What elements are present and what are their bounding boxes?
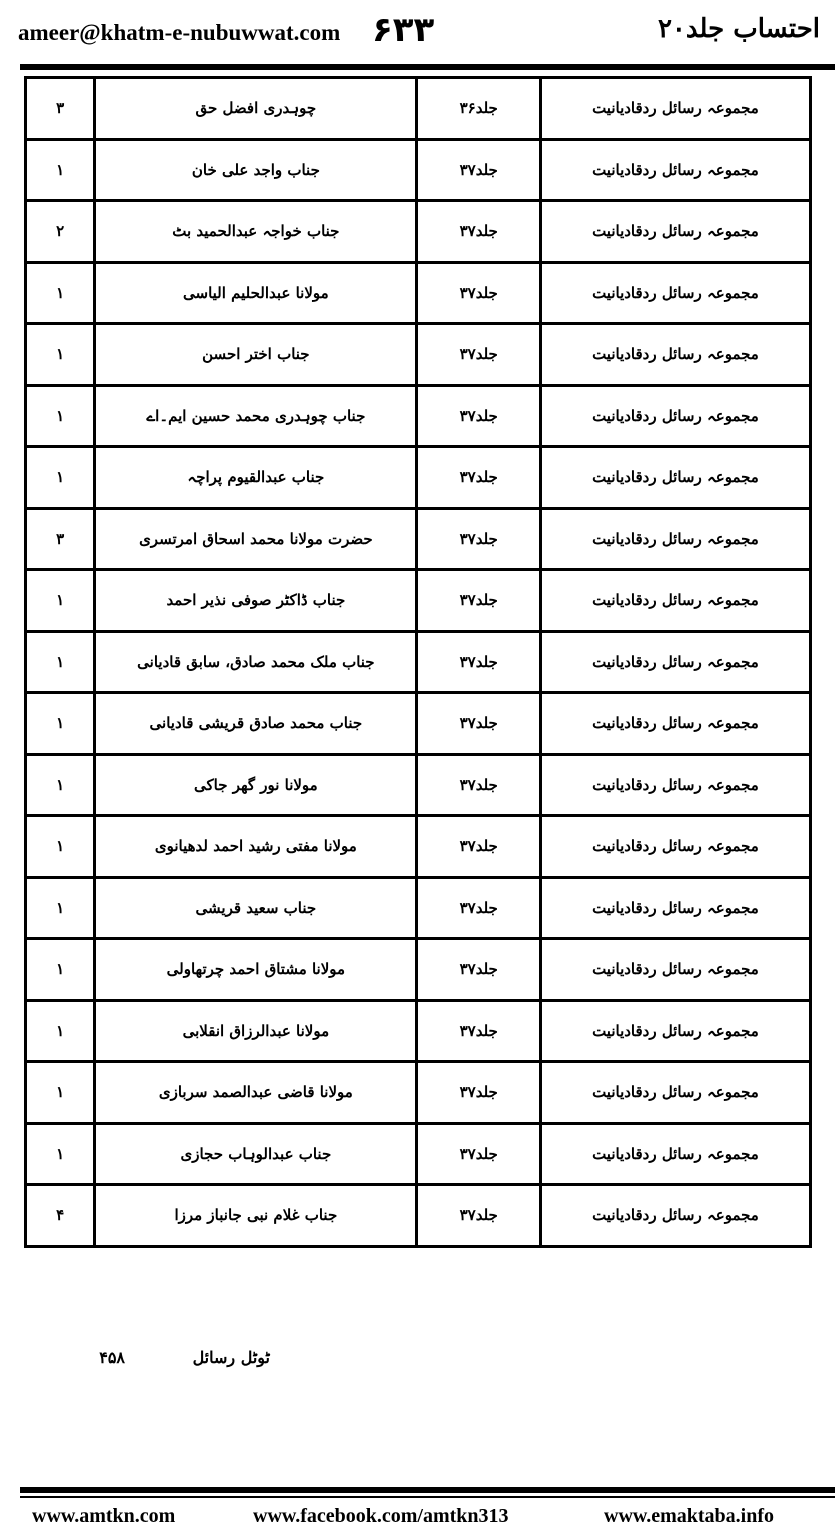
author-cell: چوہدری افضل حق (95, 78, 417, 140)
table-row (26, 631, 811, 693)
volume-cell: جلد۳۷ (417, 754, 540, 816)
footer-link-amtkn[interactable]: www.amtkn.com (32, 1505, 176, 1527)
volume-cell: جلد۳۷ (417, 693, 540, 755)
collections-table (24, 76, 812, 1248)
count-cell: ۱ (26, 385, 95, 447)
collection-cell: مجموعہ رسائل ردقادیانیت (540, 693, 810, 755)
author-cell: مولانا نور گھر جاکی (95, 754, 417, 816)
collection-cell: مجموعہ رسائل ردقادیانیت (540, 324, 810, 386)
author-cell: حضرت مولانا محمد اسحاق امرتسری (95, 508, 417, 570)
volume-cell: جلد۳۷ (417, 201, 540, 263)
count-cell: ۲ (26, 201, 95, 263)
collection-cell: مجموعہ رسائل ردقادیانیت (540, 139, 810, 201)
page-number: ۶۳۳ (372, 10, 435, 50)
count-cell: ۱ (26, 754, 95, 816)
collection-cell: مجموعہ رسائل ردقادیانیت (540, 631, 810, 693)
table-row (26, 939, 811, 1001)
footer-rule-thick (20, 1487, 835, 1493)
author-cell: مولانا مشتاق احمد چرتھاولی (95, 939, 417, 1001)
table-row (26, 877, 811, 939)
header-email[interactable]: ameer@khatm-e-nubuwwat.com (18, 20, 341, 45)
author-cell: جناب سعید قریشی (95, 877, 417, 939)
table-row (26, 447, 811, 509)
count-cell: ۱ (26, 816, 95, 878)
author-cell: مولانا مفتی رشید احمد لدھیانوی (95, 816, 417, 878)
volume-cell: جلد۳۷ (417, 631, 540, 693)
author-cell: مولانا عبدالرزاق انقلابی (95, 1000, 417, 1062)
volume-cell: جلد۳۷ (417, 447, 540, 509)
table-row (26, 508, 811, 570)
count-cell: ۱ (26, 939, 95, 1001)
count-cell: ۱ (26, 447, 95, 509)
table-row (26, 693, 811, 755)
author-cell: جناب عبدالوہاب حجازی (95, 1123, 417, 1185)
author-cell: مولانا قاضی عبدالصمد سربازی (95, 1062, 417, 1124)
volume-cell: جلد۳۷ (417, 1185, 540, 1247)
table-row (26, 1000, 811, 1062)
volume-cell: جلد۳۶ (417, 78, 540, 140)
count-cell: ۱ (26, 631, 95, 693)
count-cell: ۱ (26, 139, 95, 201)
collection-cell: مجموعہ رسائل ردقادیانیت (540, 78, 810, 140)
volume-cell: جلد۳۷ (417, 385, 540, 447)
page-header (0, 0, 840, 66)
collection-cell: مجموعہ رسائل ردقادیانیت (540, 201, 810, 263)
table-row (26, 262, 811, 324)
author-cell: جناب خواجہ عبدالحمید بٹ (95, 201, 417, 263)
table-row (26, 78, 811, 140)
collection-cell: مجموعہ رسائل ردقادیانیت (540, 1123, 810, 1185)
table-row (26, 570, 811, 632)
author-cell: جناب ڈاکٹر صوفی نذیر احمد (95, 570, 417, 632)
table-row (26, 324, 811, 386)
footer-link-facebook[interactable]: www.facebook.com/amtkn313 (253, 1505, 509, 1527)
volume-cell: جلد۳۷ (417, 816, 540, 878)
volume-cell: جلد۳۷ (417, 1000, 540, 1062)
table-row (26, 1062, 811, 1124)
author-cell: جناب واجد علی خان (95, 139, 417, 201)
footer-link-emaktaba[interactable]: www.emaktaba.info (604, 1505, 775, 1527)
volume-cell: جلد۳۷ (417, 877, 540, 939)
table-row (26, 139, 811, 201)
collection-cell: مجموعہ رسائل ردقادیانیت (540, 877, 810, 939)
author-cell: جناب اختر احسن (95, 324, 417, 386)
volume-cell: جلد۳۷ (417, 139, 540, 201)
author-cell: جناب محمد صادق قریشی قادیانی (95, 693, 417, 755)
table-row (26, 1185, 811, 1247)
volume-cell: جلد۳۷ (417, 508, 540, 570)
volume-cell: جلد۳۷ (417, 570, 540, 632)
total-label: ٹوٹل رسائل (192, 1348, 270, 1367)
count-cell: ۱ (26, 877, 95, 939)
collection-cell: مجموعہ رسائل ردقادیانیت (540, 816, 810, 878)
volume-cell: جلد۳۷ (417, 1062, 540, 1124)
book-title: احتساب جلد۲۰ (657, 14, 820, 44)
table-row (26, 754, 811, 816)
count-cell: ۳ (26, 78, 95, 140)
page-footer (0, 1497, 840, 1540)
collection-cell: مجموعہ رسائل ردقادیانیت (540, 1000, 810, 1062)
collection-cell: مجموعہ رسائل ردقادیانیت (540, 385, 810, 447)
author-cell: جناب عبدالقیوم پراچہ (95, 447, 417, 509)
collection-cell: مجموعہ رسائل ردقادیانیت (540, 262, 810, 324)
volume-cell: جلد۳۷ (417, 1123, 540, 1185)
count-cell: ۱ (26, 1062, 95, 1124)
count-cell: ۱ (26, 324, 95, 386)
collection-cell: مجموعہ رسائل ردقادیانیت (540, 754, 810, 816)
count-cell: ۴ (26, 1185, 95, 1247)
author-cell: جناب ملک محمد صادق، سابق قادیانی (95, 631, 417, 693)
author-cell: جناب غلام نبی جانباز مرزا (95, 1185, 417, 1247)
count-cell: ۱ (26, 1000, 95, 1062)
header-rule (20, 64, 835, 70)
table-row (26, 201, 811, 263)
volume-cell: جلد۳۷ (417, 939, 540, 1001)
count-cell: ۱ (26, 262, 95, 324)
table-row (26, 816, 811, 878)
volume-cell: جلد۳۷ (417, 262, 540, 324)
count-cell: ۱ (26, 570, 95, 632)
count-cell: ۳ (26, 508, 95, 570)
collection-cell: مجموعہ رسائل ردقادیانیت (540, 939, 810, 1001)
count-cell: ۱ (26, 1123, 95, 1185)
count-cell: ۱ (26, 693, 95, 755)
collection-cell: مجموعہ رسائل ردقادیانیت (540, 570, 810, 632)
total-value: ۴۵۸ (99, 1348, 125, 1367)
table-row (26, 385, 811, 447)
collection-cell: مجموعہ رسائل ردقادیانیت (540, 508, 810, 570)
volume-cell: جلد۳۷ (417, 324, 540, 386)
author-cell: مولانا عبدالحلیم الیاسی (95, 262, 417, 324)
table-row (26, 1123, 811, 1185)
author-cell: جناب چوہدری محمد حسین ایم۔اے (95, 385, 417, 447)
collection-cell: مجموعہ رسائل ردقادیانیت (540, 1062, 810, 1124)
collection-cell: مجموعہ رسائل ردقادیانیت (540, 447, 810, 509)
collection-cell: مجموعہ رسائل ردقادیانیت (540, 1185, 810, 1247)
